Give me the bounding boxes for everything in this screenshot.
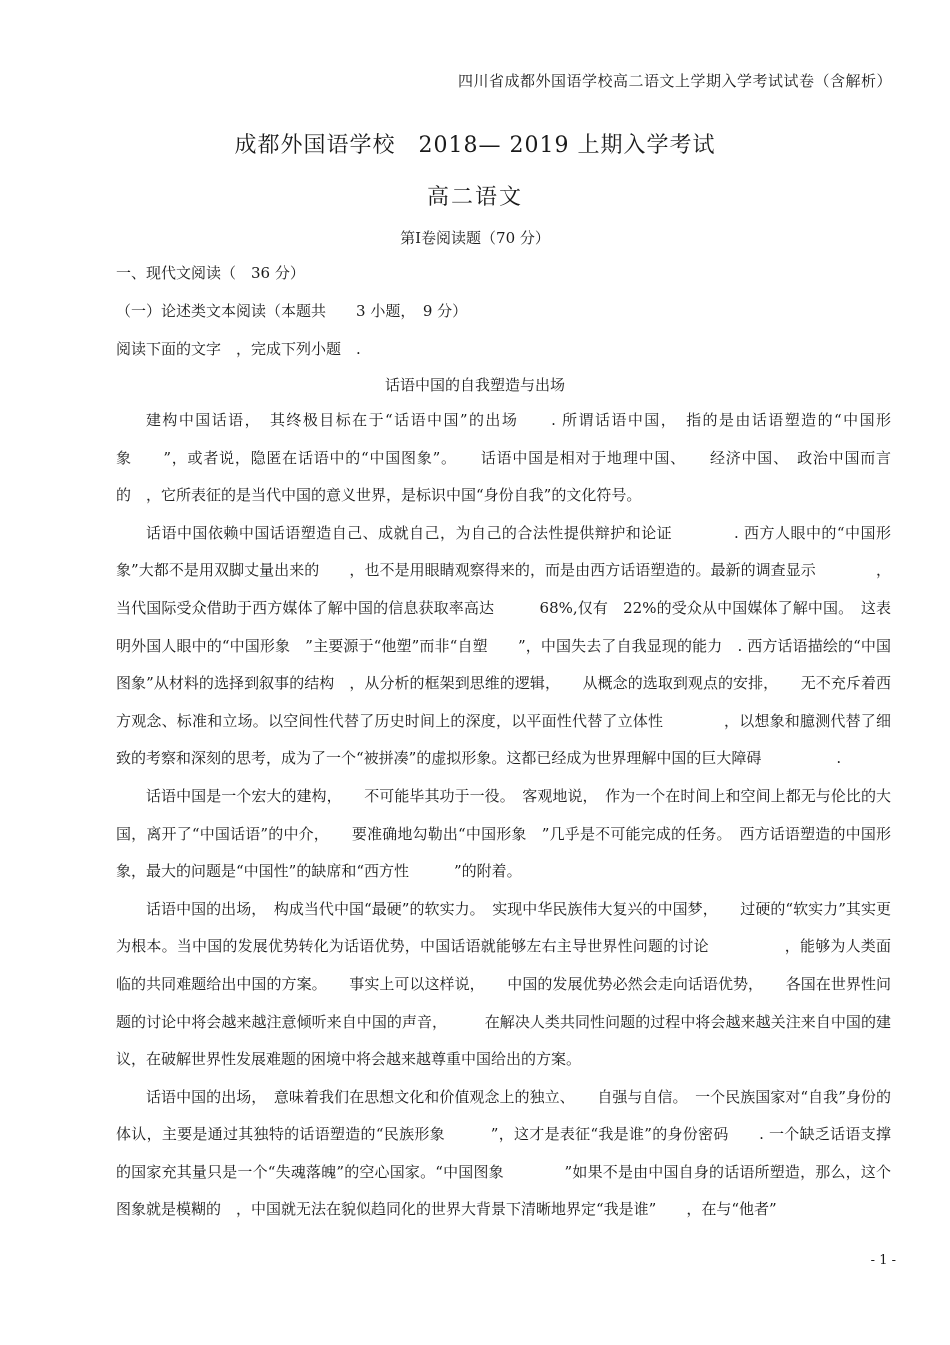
article-paragraph: 话语中国是一个宏大的建构， 不可能毕其功于一役。 客观地说， 作为一个在时间上和空间上都无与伦比的大国，离开了“中国话语”的中介， 要准确地勾勒出“中国形象 ”几乎是不可能完成的任务。 西方话语塑造的中国形象，最大的问题是“中国性”的缺席和“西方性 ”的附着。 bbox=[116, 786, 891, 881]
article-paragraph: 话语中国的出场， 构成当代中国“最硬”的软实力。 实现中华民族伟大复兴的中国梦， 过硬的“软实力”其实更为根本。当中国的发展优势转化为话语优势，中国话语就能够左右主导世界性问题的讨论 ，能够为人类面临的共同难题给出中国的方案。 事实上可以这样说， 中国的发展优势必然会走向话语优势， 各国在世界性问题的讨论中将会越来越注意倾听来自中国的声音， 在解决人类共同性问题的过程中将会越来越关注来自中国的建议，在破解世界性发展难题的困境中将会越来越尊重中国给出的方案。 bbox=[116, 899, 891, 1069]
reading-instruction: 阅读下面的文字 ，完成下列小题 . bbox=[116, 340, 361, 358]
running-header: 四川省成都外国语学校高二语文上学期入学考试试卷（含解析） bbox=[457, 72, 892, 90]
section-heading: 一、现代文阅读（ 36 分） bbox=[116, 264, 305, 282]
article-paragraph: 建构中国话语， 其终极目标在于“话语中国”的出场 . 所谓话语中国， 指的是由话语塑造的“中国形象 ”，或者说，隐匿在话语中的“中国图象”。 话语中国是相对于地理中国、 经济中国、 政治中国而言的 ，它所表征的是当代中国的意义世界，是标识中国“身份自我”的文化符号。 bbox=[116, 411, 891, 505]
subsection-heading: （一）论述类文本阅读（本题共 3 小题， 9 分） bbox=[116, 302, 468, 320]
article-paragraph: 话语中国的出场， 意味着我们在思想文化和价值观念上的独立、 自强与自信。 一个民族国家对“自我”身份的体认，主要是通过其独特的话语塑造的“民族形象 ”，这才是表征“我是谁”的身份密码 . 一个缺乏话语支撑的国家充其量只是一个“失魂落魄”的空心国家。“中国图象 ”如果不是由中国自身的话语所塑造，那么，这个图象就是模糊的 ，中国就无法在貌似趋同化的世界大背景下清晰地界定“我是谁” ，在与“他者” bbox=[116, 1087, 891, 1219]
article-body bbox=[116, 402, 891, 1229]
exam-subject: 高二语文 bbox=[426, 185, 523, 210]
article-paragraph: 话语中国依赖中国话语塑造自己、成就自己，为自己的合法性提供辩护和论证 . 西方人眼中的“中国形象”大都不是用双脚丈量出来的 ，也不是用眼睛观察得来的，而是由西方话语塑造的。最新的调查显示 ，当代国际受众借助于西方媒体了解中国的信息获取率高达 68%,仅有 22%的受众从中国媒体了解中国。 这表明外国人眼中的“中国形象 ”主要源于“他塑”而非“自塑 ”，中国失去了自我显现的能力 . 西方话语描绘的“中国图象”从材料的选择到叙事的结构 ，从分析的框架到思维的逻辑， 从概念的选取到观点的安排， 无不充斥着西方观念、标准和立场。以空间性代替了历史时间上的深度，以平面性代替了立体性 ，以想象和臆测代替了细致的考察和深刻的思考，成为了一个“被拼凑”的虚拟形象。这都已经成为世界理解中国的巨大障碍 . bbox=[116, 523, 891, 768]
page-number: - 1 - bbox=[870, 1253, 896, 1268]
article-title: 话语中国的自我塑造与出场 bbox=[384, 376, 565, 394]
exam-title: 成都外国语学校 2018— 2019 上期入学考试 bbox=[234, 133, 716, 158]
volume-heading: 第Ⅰ卷阅读题（70 分） bbox=[400, 229, 550, 247]
